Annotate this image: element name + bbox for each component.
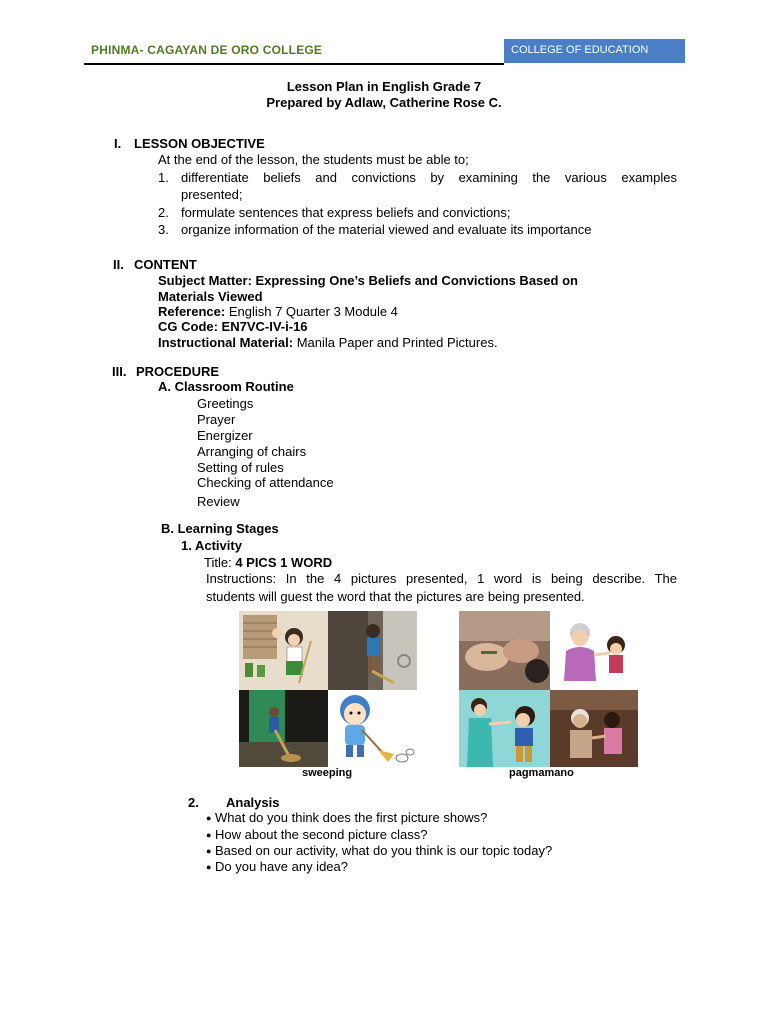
reference-value: English 7 Quarter 3 Module 4 xyxy=(225,304,398,319)
analysis-question: How about the second picture class? xyxy=(215,827,428,842)
objective-item-1: differentiate beliefs and convictions by examining the various examples xyxy=(181,170,677,185)
section-numeral-objective: I. xyxy=(114,136,122,151)
prepared-by: Prepared by Adlaw, Catherine Rose C. xyxy=(266,95,502,110)
pagmamano-picture-1 xyxy=(459,611,550,690)
lesson-title: Lesson Plan in English Grade 7 xyxy=(286,79,482,94)
subject-matter-line2: Materials Viewed xyxy=(158,289,263,304)
instructions-line2: students will guest the word that the pictures are being presented. xyxy=(206,589,585,604)
pagmamano-picture-3 xyxy=(459,690,550,767)
activity-title-value: 4 PICS 1 WORD xyxy=(235,555,333,570)
objective-num-1: 1. xyxy=(158,170,169,185)
material-label: Instructional Material: xyxy=(158,335,294,350)
sweeping-picture-3 xyxy=(239,690,328,767)
material-value: Manila Paper and Printed Pictures. xyxy=(293,335,498,350)
bullet-icon: ● xyxy=(206,862,212,872)
caption-pagmamano: pagmamano xyxy=(509,767,574,779)
analysis-question: Based on our activity, what do you think is our topic today? xyxy=(215,843,553,858)
sweeping-picture-2 xyxy=(328,611,417,690)
objective-num-2: 2. xyxy=(158,205,169,220)
routine-item: Energizer xyxy=(197,428,253,443)
cg-code: CG Code: EN7VC-IV-i-16 xyxy=(158,319,308,334)
analysis-heading: Analysis xyxy=(226,795,280,810)
caption-sweeping: sweeping xyxy=(302,767,353,779)
pagmamano-picture-2 xyxy=(550,611,638,690)
activity-heading: 1. Activity xyxy=(181,538,242,553)
activity-title xyxy=(204,555,332,571)
section-heading-objective: LESSON OBJECTIVE xyxy=(134,136,265,151)
analysis-question: Do you have any idea? xyxy=(215,859,348,874)
analysis-question: What do you think does the first picture shows? xyxy=(215,810,488,825)
objective-num-3: 3. xyxy=(158,222,169,237)
bullet-icon: ● xyxy=(206,813,212,823)
instructions-line1: Instructions: In the 4 pictures presented, 1 word is being describe. The xyxy=(206,571,677,586)
bullet-icon: ● xyxy=(206,846,212,856)
section-heading-content: CONTENT xyxy=(134,257,197,272)
header-rule xyxy=(84,63,504,65)
sweeping-picture-4 xyxy=(328,690,417,767)
stages-heading: B. Learning Stages xyxy=(161,521,279,536)
section-heading-procedure: PROCEDURE xyxy=(136,364,220,379)
reference-label: Reference: xyxy=(158,304,226,319)
department-banner xyxy=(504,39,685,63)
section-numeral-content: II. xyxy=(113,257,124,272)
objective-item-3: organize information of the material viewed and evaluate its importance xyxy=(181,222,592,237)
reference-line xyxy=(158,304,398,320)
routine-item: Prayer xyxy=(197,412,236,427)
objective-item-2: formulate sentences that express beliefs and convictions; xyxy=(181,205,511,220)
pagmamano-picture-4 xyxy=(550,690,638,767)
sweeping-picture-1 xyxy=(239,611,328,690)
routine-item: Review xyxy=(197,494,240,509)
routine-item: Checking of attendance xyxy=(197,475,334,490)
department-name: COLLEGE OF EDUCATION xyxy=(511,44,649,56)
material-line xyxy=(158,335,498,351)
school-name: PHINMA- CAGAYAN DE ORO COLLEGE xyxy=(91,43,323,57)
objective-intro: At the end of the lesson, the students must be able to; xyxy=(158,152,469,167)
routine-item: Greetings xyxy=(197,396,254,411)
objective-item-1-cont: presented; xyxy=(181,187,243,202)
routine-heading: A. Classroom Routine xyxy=(158,379,294,394)
bullet-icon: ● xyxy=(206,830,212,840)
section-numeral-procedure: III. xyxy=(112,364,127,379)
routine-item: Setting of rules xyxy=(197,460,284,475)
analysis-number: 2. xyxy=(188,795,199,810)
subject-matter-line1: Subject Matter: Expressing One’s Beliefs and Convictions Based on xyxy=(158,273,578,288)
routine-item: Arranging of chairs xyxy=(197,444,307,459)
activity-title-label: Title: xyxy=(204,555,236,570)
